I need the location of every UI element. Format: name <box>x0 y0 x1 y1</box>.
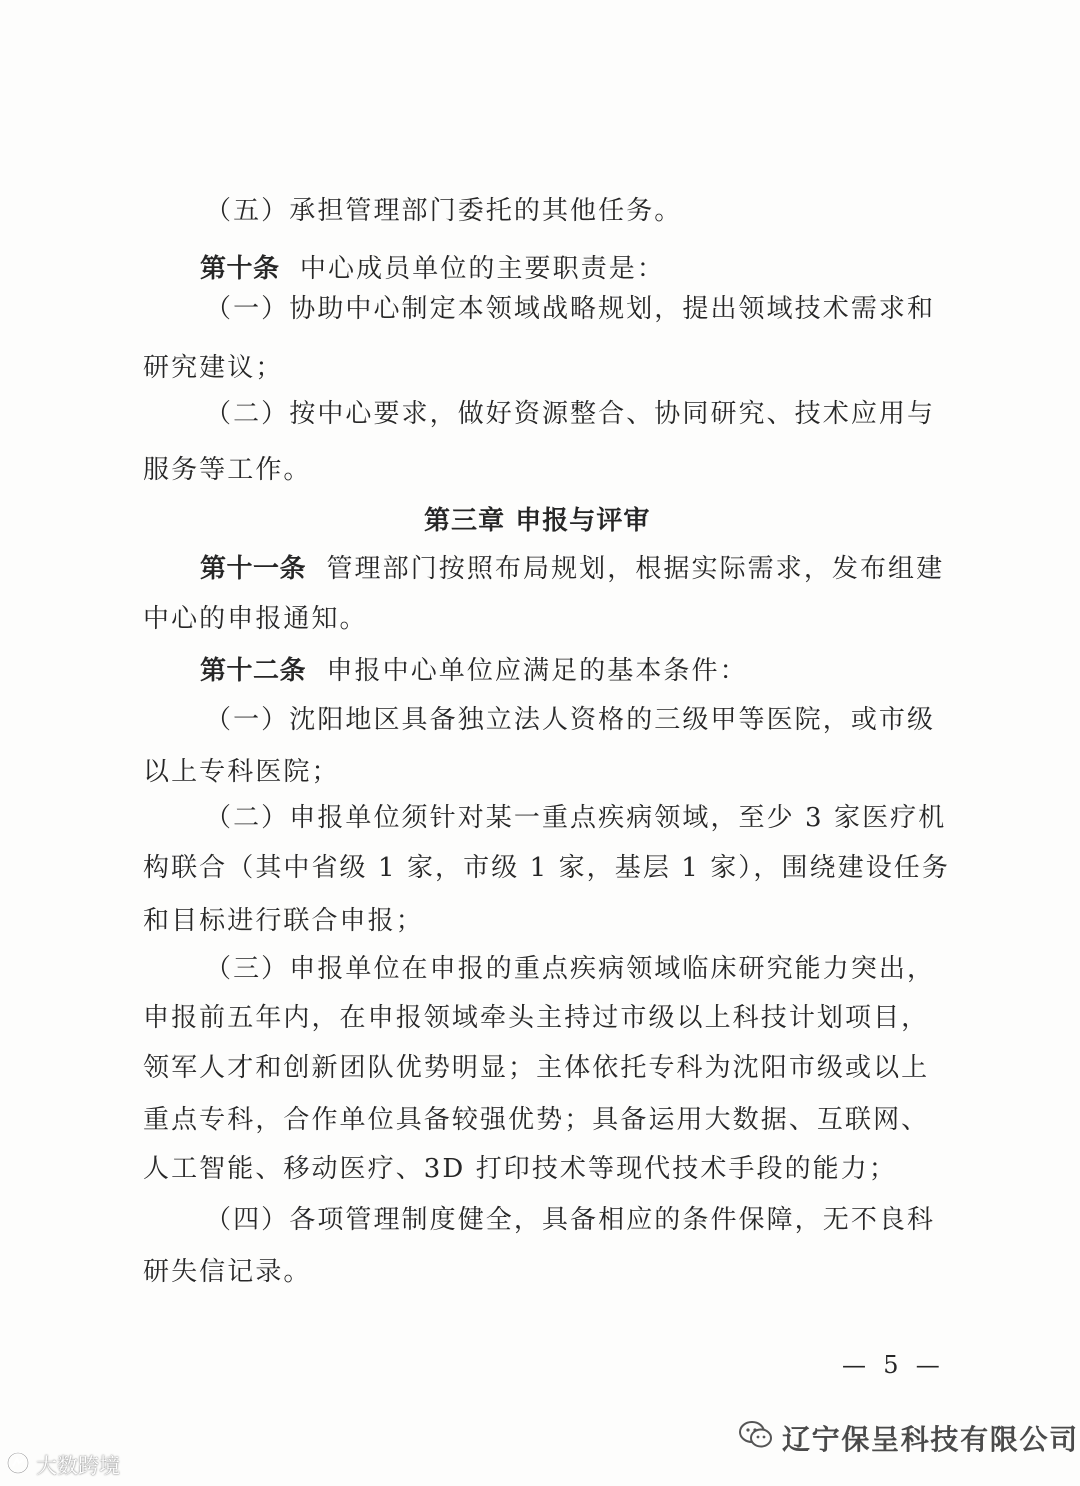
article-label: 第十条 <box>200 254 280 284</box>
watermark-left <box>6 1452 120 1478</box>
watermark-right-text: 辽宁保呈科技有限公司 <box>782 1423 1079 1456</box>
article-11 <box>200 553 944 585</box>
article-label: 第十一条 <box>200 554 307 584</box>
paragraph-line: 研究建议； <box>143 353 284 383</box>
paragraph-line: 领军人才和创新团队优势明显；主体依托专科为沈阳市级或以上 <box>143 1053 930 1083</box>
paragraph-line: 研失信记录。 <box>143 1257 312 1287</box>
paragraph-line: 构联合（其中省级 1 家，市级 1 家，基层 1 家），围绕建设任务 <box>143 853 950 883</box>
page-number: — 5 — <box>842 1351 945 1379</box>
article-text: 管理部门按照布局规划，根据实际需求，发布组建 <box>326 554 945 584</box>
paragraph-line: （二）按中心要求，做好资源整合、协同研究、技术应用与 <box>205 399 936 429</box>
source-logo-icon <box>6 1451 30 1480</box>
paragraph-line: （一）协助中心制定本领域战略规划，提出领域技术需求和 <box>205 294 936 324</box>
paragraph-line: （二）申报单位须针对某一重点疾病领域，至少 3 家医疗机 <box>205 803 947 833</box>
article-text: 中心成员单位的主要职责是： <box>299 254 665 284</box>
article-label: 第十二条 <box>200 656 307 686</box>
paragraph-line: （一）沈阳地区具备独立法人资格的三级甲等医院，或市级 <box>205 705 936 735</box>
paragraph-line: 和目标进行联合申报； <box>143 906 424 936</box>
paragraph-line: （四）各项管理制度健全，具备相应的条件保障，无不良科 <box>205 1205 936 1235</box>
chapter-heading: 第三章 申报与评审 <box>424 506 651 536</box>
article-10 <box>200 253 665 285</box>
watermark-left-text: 大数跨境 <box>36 1454 120 1478</box>
paragraph-line: 申报前五年内，在申报领域牵头主持过市级以上科技计划项目， <box>143 1003 930 1033</box>
wechat-icon <box>738 1420 774 1457</box>
watermark-right <box>738 1418 1079 1458</box>
paragraph-line: 中心的申报通知。 <box>143 604 368 634</box>
paragraph-line: 人工智能、移动医疗、3D 打印技术等现代技术手段的能力； <box>143 1154 897 1184</box>
paragraph-line: （三）申报单位在申报的重点疾病领域临床研究能力突出， <box>205 954 936 984</box>
article-12 <box>200 655 748 687</box>
paragraph-line: 服务等工作。 <box>143 455 312 485</box>
paragraph-line: 重点专科，合作单位具备较强优势；具备运用大数据、互联网、 <box>143 1105 930 1135</box>
article-text: 申报中心单位应满足的基本条件： <box>326 656 748 686</box>
paragraph-line: 以上专科医院； <box>143 757 340 787</box>
paragraph-line: （五）承担管理部门委托的其他任务。 <box>205 196 683 226</box>
